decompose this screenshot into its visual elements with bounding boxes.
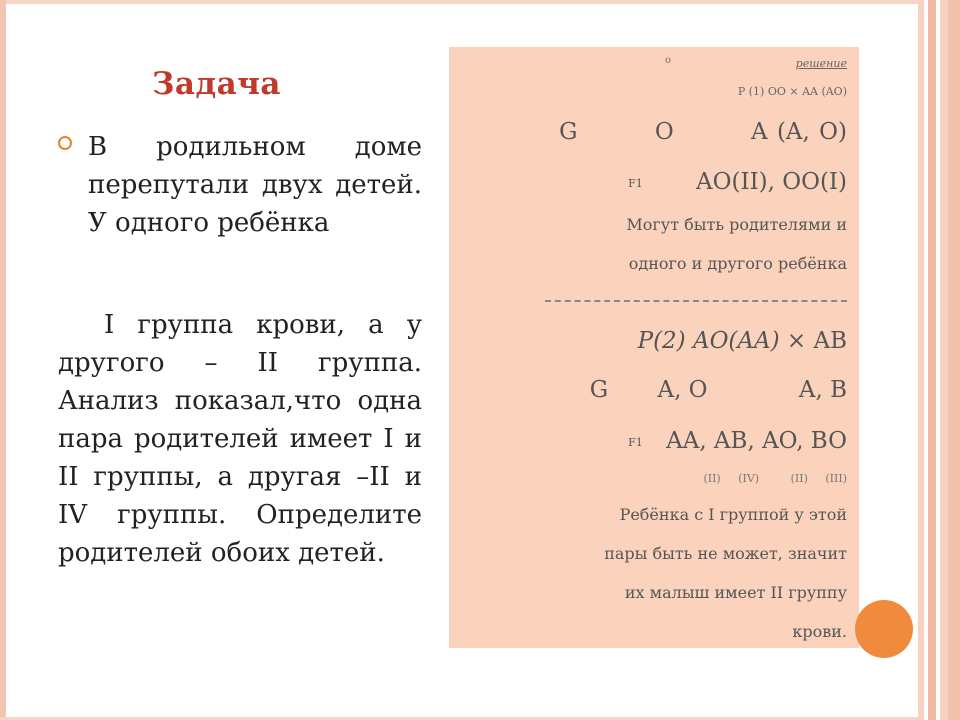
cross-2-partner: × AB <box>779 328 847 354</box>
slide-frame-top <box>0 0 960 4</box>
note-2-line-1: Ребёнка с I группой у этой <box>619 505 847 524</box>
decorative-circle <box>855 600 913 658</box>
offspring-row-2 <box>628 428 847 454</box>
slide-title: Задача <box>152 66 281 102</box>
offspring-row-1 <box>628 169 847 195</box>
blood-groups-row <box>703 472 847 485</box>
gamete-father: A (A, O) <box>751 119 847 145</box>
gametes-row-2 <box>590 377 847 403</box>
offspring-label: F1 <box>628 176 643 190</box>
bullet-icon <box>58 136 72 150</box>
note-2-line-4: крови. <box>792 622 847 641</box>
note-1-line-1: Могут быть родителями и <box>626 215 847 234</box>
offspring-value: AA, AB, AO, BO <box>666 428 847 454</box>
gametes-row-1 <box>559 119 847 145</box>
offspring-value: AO(II), OO(I) <box>696 169 847 195</box>
small-marker: o <box>665 55 672 66</box>
solution-panel <box>449 47 859 648</box>
task-paragraph-1: В родильном доме перепутали двух детей. У одного ребёнка <box>88 132 422 238</box>
note-2-line-2: пары быть не может, значит <box>604 544 847 563</box>
note-1-line-2: одного и другого ребёнка <box>628 254 847 273</box>
task-paragraph-2: I группа крови, а у другого – II группа. Анализ показал,что одна пара родителей имеет I и II группы, а другая –II и IV группы. Определите родителей обоих детей. <box>58 310 422 568</box>
group-label: (IV) <box>738 472 760 485</box>
gametes-label: G <box>589 377 609 403</box>
cross-2-parents: P(2) AO(AA) <box>637 328 780 354</box>
gamete-mother: A, O <box>657 377 708 403</box>
divider <box>545 300 847 302</box>
gamete-father: A, B <box>798 377 847 403</box>
gamete-mother: O <box>654 119 674 145</box>
cross-2 <box>638 328 847 354</box>
gametes-label: G <box>559 119 578 145</box>
offspring-label: F1 <box>628 435 643 449</box>
group-label: (II) <box>790 472 808 485</box>
note-2-line-3: их малыш имеет II группу <box>624 583 847 602</box>
solution-heading: решение <box>795 57 847 70</box>
group-label: (II) <box>703 472 721 485</box>
cross-1: P (1) OO × AA (AO) <box>737 85 847 98</box>
decorative-stripes <box>918 0 960 720</box>
slide-frame-left <box>0 0 6 720</box>
group-label: (III) <box>825 472 847 485</box>
